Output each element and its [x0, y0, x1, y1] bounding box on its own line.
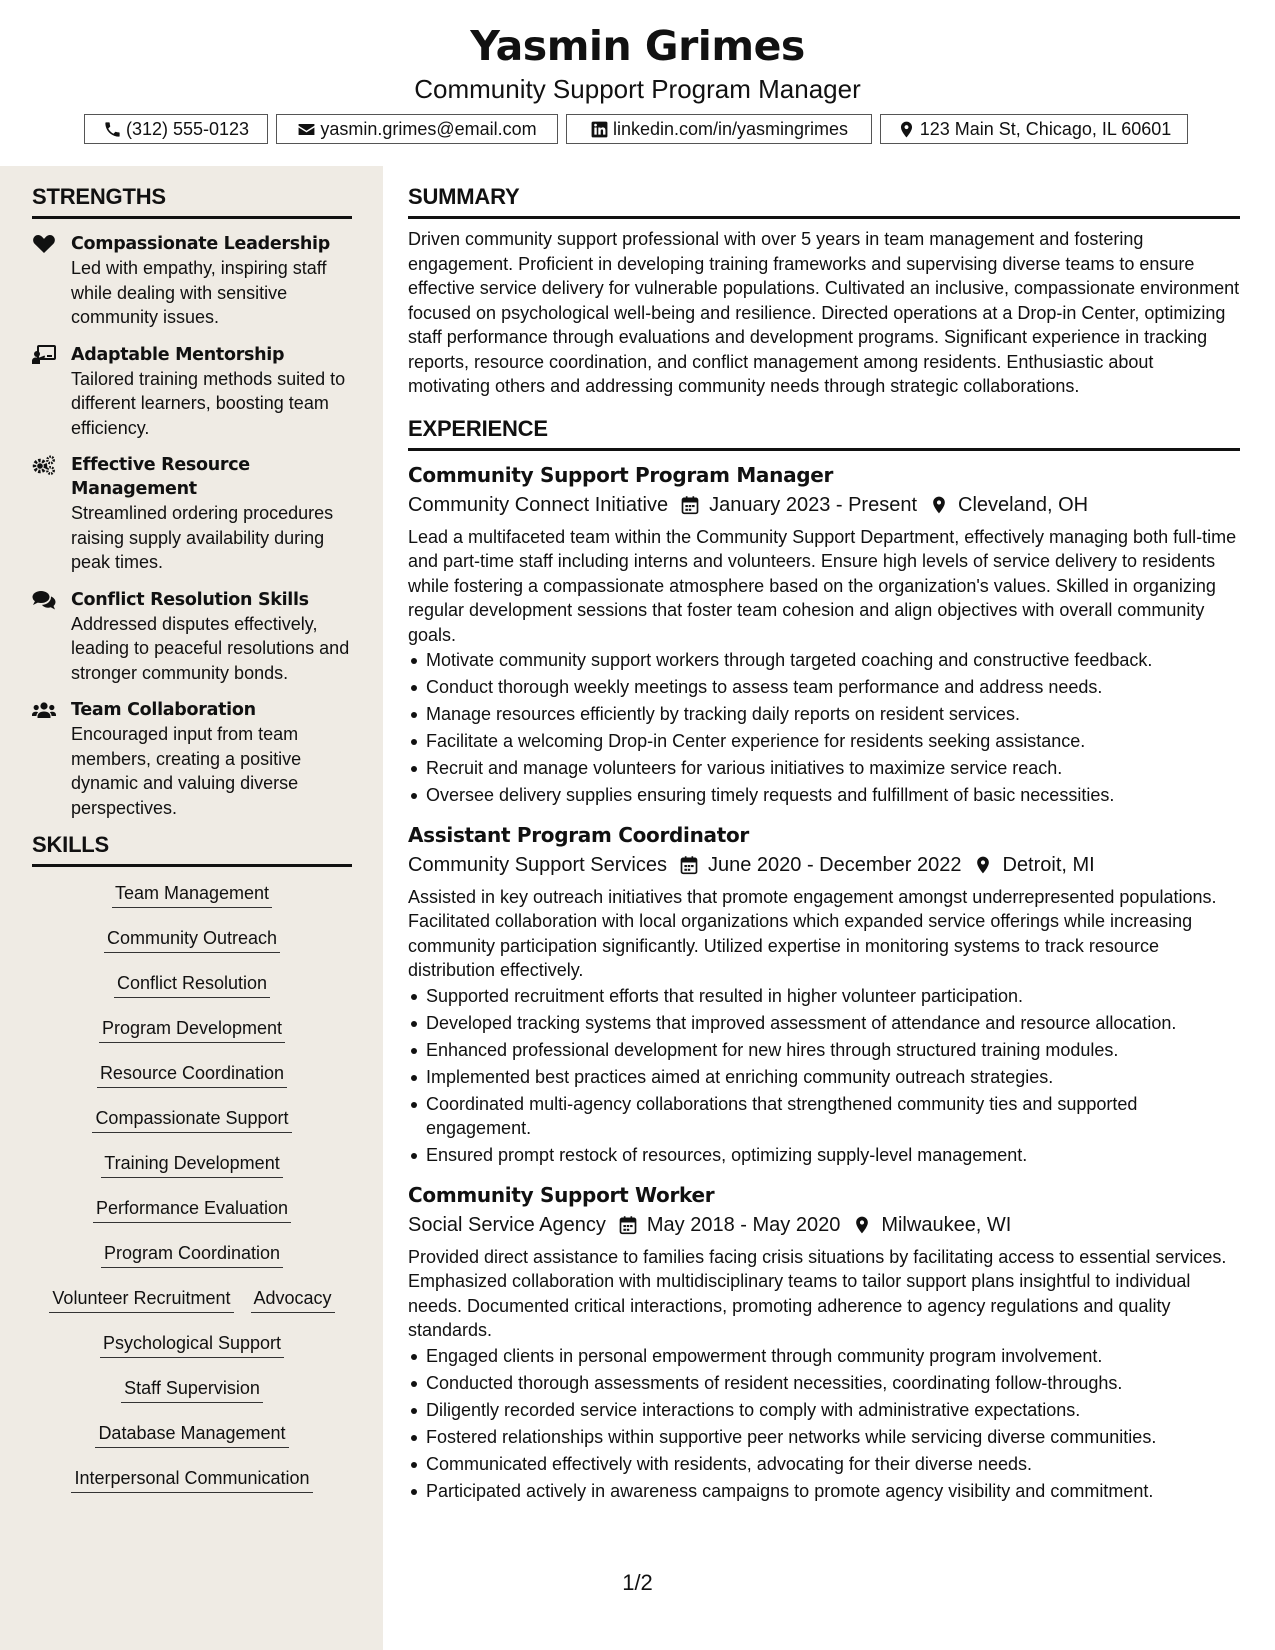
page-number — [0, 1570, 1275, 1596]
strength-desc: Tailored training methods suited to different learners, boosting team efficiency. — [71, 368, 346, 438]
strength-title: Adaptable Mentorship — [71, 344, 285, 365]
job-meta — [408, 850, 1240, 880]
experience-heading: EXPERIENCE — [408, 416, 1240, 451]
candidate-name: Yasmin Grimes — [470, 22, 805, 70]
job-bullets — [408, 984, 1240, 1168]
strength-item — [32, 453, 352, 575]
skill-tag: Training Development — [101, 1151, 282, 1178]
bullet-item: Oversee delivery supplies ensuring timely requests and fulfillment of basic necessities. — [408, 783, 1240, 808]
envelope-icon — [297, 120, 316, 139]
strength-title: Team Collaboration — [71, 700, 256, 720]
address-text: 123 Main St, Chicago, IL 60601 — [919, 118, 1172, 139]
contact-linkedin[interactable] — [566, 114, 872, 144]
skills-heading: SKILLS — [32, 832, 352, 867]
bullet-item: Communicated effectively with residents, advocating for their diverse needs. — [408, 1452, 1240, 1477]
bullet-item: Conduct thorough weekly meetings to assess team performance and address needs. — [408, 675, 1240, 700]
job-company: Community Connect Initiative — [408, 493, 669, 516]
bullet-item: Recruit and manage volunteers for various initiatives to maximize service reach. — [408, 756, 1240, 781]
bullet-item: Motivate community support workers through targeted coaching and constructive feedback. — [408, 648, 1240, 673]
skill-tag: Compassionate Support — [92, 1106, 291, 1133]
bullet-item: Enhanced professional development for new hires through structured training modules. — [408, 1038, 1240, 1063]
job-company: Social Service Agency — [408, 1213, 606, 1236]
strength-item — [32, 698, 352, 820]
job-dates: January 2023 - Present — [709, 493, 918, 516]
gears-icon — [32, 455, 56, 475]
contact-email[interactable] — [276, 114, 558, 144]
strength-item — [32, 232, 352, 330]
comments-icon — [32, 590, 56, 610]
job-title: Assistant Program Coordinator — [408, 822, 749, 847]
summary-section — [408, 166, 1240, 399]
skill-tag: Psychological Support — [100, 1331, 284, 1358]
job-entry — [408, 821, 1240, 1168]
sidebar — [0, 166, 383, 1650]
skill-tag: Community Outreach — [104, 926, 280, 953]
linkedin-text: linkedin.com/in/yasmingrimes — [612, 118, 849, 139]
linkedin-icon — [590, 120, 609, 139]
map-pin-icon — [973, 855, 993, 875]
skills-section — [32, 832, 352, 1511]
skill-tag: Resource Coordination — [97, 1061, 287, 1088]
skill-tag: Program Development — [99, 1016, 285, 1043]
bullet-item: Coordinated multi-agency collaborations that strengthened community ties and supported engagement. — [408, 1092, 1240, 1141]
job-meta — [408, 1210, 1240, 1240]
bullet-item: Supported recruitment efforts that resulted in higher volunteer participation. — [408, 984, 1240, 1009]
skills-list — [32, 867, 352, 1511]
strength-desc: Encouraged input from team members, creating a positive dynamic and valuing diverse perspectives. — [71, 724, 302, 818]
job-description: Provided direct assistance to families facing crisis situations by facilitating access to essential services. Emphasized collaboration with multidisciplinary teams to tailor support plans insightful to individual needs. Documented critical interactions, promoting adherence to agency regulations and quality standards. — [408, 1246, 1227, 1340]
job-entry — [408, 1181, 1240, 1504]
strength-desc: Led with empathy, inspiring staff while dealing with sensitive community issues. — [71, 258, 327, 327]
job-bullets — [408, 648, 1240, 808]
phone-text: (312) 555-0123 — [125, 118, 250, 139]
skill-tag: Performance Evaluation — [93, 1196, 291, 1223]
job-title: Community Support Worker — [408, 1182, 715, 1207]
resume-header — [0, 0, 1275, 166]
strength-item — [32, 588, 352, 686]
candidate-title: Community Support Program Manager — [414, 74, 861, 104]
contact-phone[interactable] — [84, 114, 268, 144]
job-entry — [408, 461, 1240, 808]
bullet-item: Diligently recorded service interactions to comply with administrative expectations. — [408, 1398, 1240, 1423]
bullet-item: Engaged clients in personal empowerment through community program involvement. — [408, 1344, 1240, 1369]
bullet-item: Implemented best practices aimed at enriching community outreach strategies. — [408, 1065, 1240, 1090]
bullet-item: Conducted thorough assessments of resident necessities, coordinating follow-throughs. — [408, 1371, 1240, 1396]
main-content — [408, 166, 1240, 1506]
bullet-item: Ensured prompt restock of resources, optimizing supply-level management. — [408, 1143, 1240, 1168]
contact-bar — [84, 114, 1188, 144]
job-dates: May 2018 - May 2020 — [646, 1213, 841, 1236]
skill-tag: Volunteer Recruitment — [49, 1286, 233, 1313]
bullet-item: Participated actively in awareness campaigns to promote agency visibility and commitment. — [408, 1479, 1240, 1504]
page-number-text: 1/2 — [622, 1570, 653, 1595]
strengths-section — [32, 184, 352, 820]
summary-heading: SUMMARY — [408, 184, 1240, 219]
strength-item — [32, 343, 352, 441]
job-description: Lead a multifaceted team within the Community Support Department, effectively managing both full-time and part-time staff including interns and volunteers. Ensure high levels of service delivery to residents while fostering a compassionate atmosphere based on the organization's values. Skilled in organizing regular development sessions that foster team cohesion and align objectives with overall community goals. — [408, 526, 1237, 645]
skill-tag: Interpersonal Communication — [71, 1466, 312, 1493]
job-location: Detroit, MI — [1002, 853, 1095, 876]
contact-address — [880, 114, 1188, 144]
phone-icon — [103, 120, 122, 139]
bullet-item: Manage resources efficiently by tracking daily reports on resident services. — [408, 702, 1240, 727]
strengths-heading: STRENGTHS — [32, 184, 352, 219]
skill-tag: Program Coordination — [101, 1241, 283, 1268]
job-location: Cleveland, OH — [958, 493, 1089, 516]
email-text: yasmin.grimes@email.com — [320, 118, 537, 139]
strength-title: Conflict Resolution Skills — [71, 589, 309, 610]
bullet-item: Fostered relationships within supportive peer networks while servicing diverse communities. — [408, 1425, 1240, 1450]
skill-tag: Staff Supervision — [121, 1376, 263, 1403]
job-meta — [408, 490, 1240, 520]
strength-desc: Addressed disputes effectively, leading to peaceful resolutions and stronger community bonds. — [71, 613, 350, 683]
skill-tag: Database Management — [95, 1421, 288, 1448]
job-dates: June 2020 - December 2022 — [707, 853, 962, 876]
map-pin-icon — [852, 1215, 872, 1235]
job-company: Community Support Services — [408, 853, 667, 876]
job-location: Milwaukee, WI — [881, 1213, 1012, 1236]
calendar-icon — [618, 1215, 638, 1235]
skill-tag: Advocacy — [251, 1286, 335, 1313]
heart-icon — [32, 234, 56, 254]
job-description: Assisted in key outreach initiatives that promote engagement amongst underrepresented populations. Facilitated collaboration with local organizations which expanded service offerings while increasing community participation significantly. Utilized expertise in monitoring systems to track resource distribution effectively. — [408, 886, 1217, 980]
skill-tag: Conflict Resolution — [114, 971, 270, 998]
skill-tag: Team Management — [112, 881, 272, 908]
strength-desc: Streamlined ordering procedures raising supply availability during peak times. — [71, 503, 334, 572]
strength-title: Compassionate Leadership — [71, 234, 330, 254]
users-icon — [32, 700, 56, 720]
map-pin-icon — [897, 120, 916, 139]
calendar-icon — [679, 855, 699, 875]
job-bullets — [408, 1344, 1240, 1504]
job-title: Community Support Program Manager — [408, 462, 834, 487]
strength-title: Effective Resource Management — [71, 455, 250, 499]
summary-text: Driven community support professional with over 5 years in team management and fostering engagement. Proficient in developing training frameworks and supervising diverse teams to ensure effective service delivery for vulnerable populations. Cultivated an inclusive, compassionate environment focused on psychological well-being and resilience. Directed operations at a Drop-in Center, optimizing staff performance through evaluations and development programs. Significant experience in tracking reports, resource coordination, and conflict management among residents. Enthusiastic about motivating others and addressing community needs through strategic collaborations. — [408, 229, 1240, 396]
map-pin-icon — [929, 495, 949, 515]
bullet-item: Facilitate a welcoming Drop-in Center experience for residents seeking assistance. — [408, 729, 1240, 754]
calendar-icon — [680, 495, 700, 515]
chalkboard-teacher-icon — [32, 345, 56, 365]
experience-section — [408, 416, 1240, 1504]
bullet-item: Developed tracking systems that improved assessment of attendance and resource allocation. — [408, 1011, 1240, 1036]
